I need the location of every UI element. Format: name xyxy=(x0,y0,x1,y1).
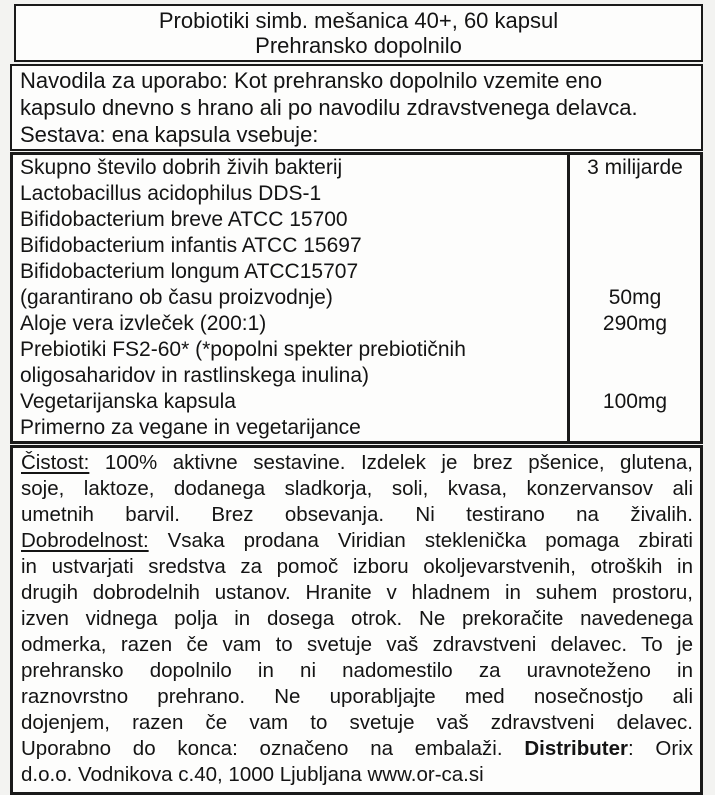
table-row xyxy=(13,415,700,441)
info-line xyxy=(21,476,693,502)
info-line xyxy=(21,684,693,710)
ingredient-name: oligosaharidov in rastlinskega inulina) xyxy=(20,364,370,387)
table-row xyxy=(13,363,700,389)
product-subtitle: Prehransko dopolnilo xyxy=(255,33,462,58)
table-row xyxy=(13,233,700,259)
info-box xyxy=(10,445,703,795)
title-box xyxy=(14,4,703,62)
info-text: : Orix xyxy=(627,737,694,760)
table-row xyxy=(13,155,700,181)
info-line xyxy=(21,580,693,606)
ingredient-amount xyxy=(567,207,700,233)
info-line xyxy=(21,606,693,632)
ingredient-name: Skupno število dobrih živih bakterij xyxy=(20,156,343,179)
ingredient-name: Lactobacillus acidophilus DDS-1 xyxy=(20,182,322,205)
info-text: umetnih barvil. Brez obsevanja. Ni testirano na živalih. xyxy=(21,503,693,526)
table-row xyxy=(13,181,700,207)
ingredient-amount: 50mg xyxy=(567,285,700,311)
info-line xyxy=(21,710,693,736)
info-text: Vsaka prodana Viridian steklenička pomaga zbirati xyxy=(148,529,693,552)
info-text: drugih dobrodelnih ustanov. Hranite v hladnem in suhem prostoru, xyxy=(21,581,693,604)
info-line xyxy=(21,450,693,476)
info-line xyxy=(21,736,693,762)
info-text: Uporabno do konca: označeno na embalaži. xyxy=(21,737,525,760)
table-row xyxy=(13,337,700,363)
info-line xyxy=(21,762,693,788)
table-row xyxy=(13,207,700,233)
ingredient-amount: 100mg xyxy=(567,389,700,415)
table-row xyxy=(13,389,700,415)
table-row xyxy=(13,311,700,337)
table-row xyxy=(13,259,700,285)
ingredient-name: (garantirano ob času proizvodnje) xyxy=(20,286,333,309)
info-text: prehransko dopolnilo in ni nadomestilo za uravnoteženo in xyxy=(21,659,693,682)
info-text: raznovrstno prehrano. Ne uporabljajte med nosečnostjo ali xyxy=(21,685,693,708)
directions-line: Navodila za uporabo: Kot prehransko dopolnilo vzemite eno xyxy=(20,68,603,93)
underlined-heading: Dobrodelnost: xyxy=(21,529,149,552)
info-line xyxy=(21,554,693,580)
ingredient-amount xyxy=(567,415,700,441)
ingredient-rows xyxy=(13,155,700,441)
info-lines xyxy=(21,450,693,788)
ingredient-name: Bifidobacterium infantis ATCC 15697 xyxy=(20,234,362,257)
info-text: dojenjem, razen če vam to svetuje vaš zdravstveni delavec. xyxy=(21,711,693,734)
table-row xyxy=(13,285,700,311)
ingredient-name: Primerno za vegane in vegetarijance xyxy=(20,416,361,439)
directions-line: kapsulo dnevno s hrano ali po navodilu zdravstvenega delavca. xyxy=(20,95,638,120)
ingredient-name: Bifidobacterium breve ATCC 15700 xyxy=(20,208,348,231)
underlined-heading: Čistost: xyxy=(21,451,90,474)
ingredient-amount: 3 milijarde xyxy=(567,155,700,181)
ingredient-name: Bifidobacterium longum ATCC15707 xyxy=(20,260,359,283)
ingredient-name: Vegetarijanska kapsula xyxy=(20,390,236,413)
info-line xyxy=(21,632,693,658)
info-text: soje, laktoze, dodanega sladkorja, soli, kvasa, konzervansov ali xyxy=(21,477,693,500)
ingredient-amount: 290mg xyxy=(567,311,700,337)
ingredient-amount xyxy=(567,259,700,285)
ingredient-amount xyxy=(567,181,700,207)
directions-box xyxy=(10,64,703,151)
info-text: in ustvarjati sredstva za pomoč izboru okoljevarstvenih, otroških in xyxy=(21,555,693,578)
ingredient-amount xyxy=(567,337,700,363)
info-line xyxy=(21,502,693,528)
info-text: izven vidnega polja in dosega otrok. Ne prekoračite navedenega xyxy=(21,607,693,630)
info-text: 100% aktivne sestavine. Izdelek je brez pšenice, glutena, xyxy=(89,451,693,474)
info-line xyxy=(21,528,693,554)
info-line xyxy=(21,658,693,684)
ingredient-name: Aloje vera izvleček (200:1) xyxy=(20,312,267,335)
ingredient-amount xyxy=(567,363,700,389)
ingredient-amount xyxy=(567,233,700,259)
directions-line: Sestava: ena kapsula vsebuje: xyxy=(20,122,319,147)
bold-text: Distributer xyxy=(524,737,628,760)
ingredient-name: Prebiotiki FS2-60* (*popolni spekter prebiotičnih xyxy=(20,338,466,361)
info-text: odmerka, razen če vam to svetuje vaš zdravstveni delavec. To je xyxy=(21,633,693,656)
ingredients-table xyxy=(10,152,703,444)
info-text: d.o.o. Vodnikova c.40, 1000 Ljubljana www.or-ca.si xyxy=(21,763,484,786)
product-title: Probiotiki simb. mešanica 40+, 60 kapsul xyxy=(158,8,559,33)
